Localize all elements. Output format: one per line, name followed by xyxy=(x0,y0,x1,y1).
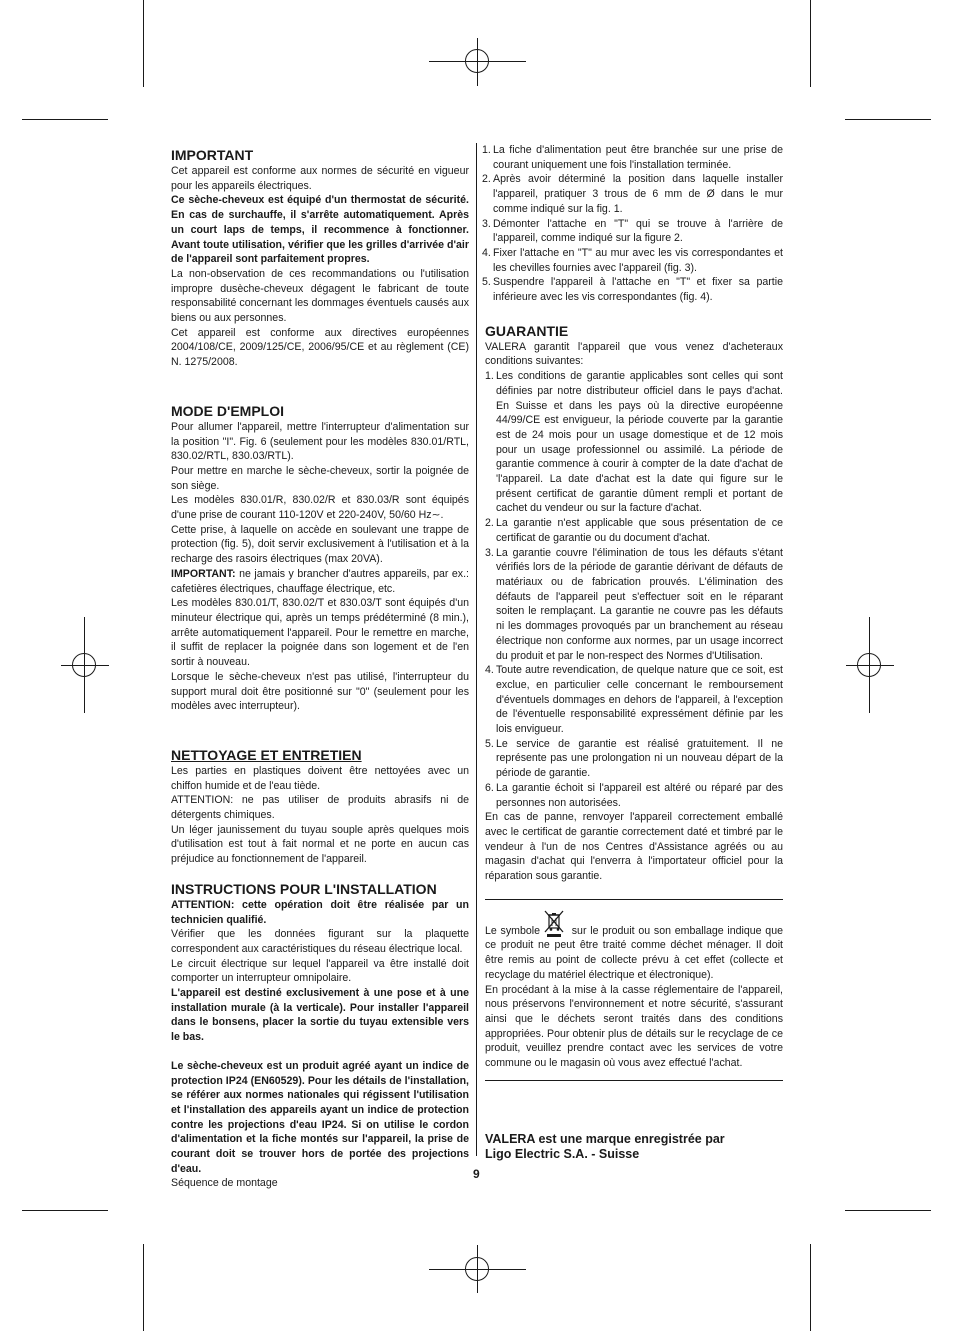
list-item: 6. La garantie échoit si l'appareil est altéré ou réparé par des personnes non autorisées. xyxy=(485,781,783,809)
list-item: 5. Suspendre l'appareil à l'attache en "T" et fixer sa partie inférieure avec les vis correspondantes (fig. 4). xyxy=(482,276,783,304)
mode-emploi-paragraph: Pour mettre en marche le sèche-cheveux, sortir la poignée de son siège. xyxy=(171,464,469,492)
mode-emploi-paragraph: Les modèles 830.01/T, 830.02/T et 830.03/T sont équipés d'un minuteur électrique qui, après un temps prédéterminé (8 min.), arrête automatiquement l'appareil. Pour le remettre en marche, il suffit de replacer la poignée dans son logement et de l'en sortir à nouveau. xyxy=(171,597,469,669)
list-item: 4. Fixer l'attache en "T" au mur avec les vis correspondantes et les chevilles fournies avec l'appareil (fig. 3). xyxy=(482,246,783,274)
garantie-list xyxy=(485,369,783,810)
brand-line: Ligo Electric S.A. - Suisse xyxy=(485,1147,640,1162)
important-paragraph: Ce sèche-cheveux est équipé d'un thermostat de sécurité. En cas de surchauffe, il s'arrête automatiquement. Après un court laps de temps, il recommence à fonctionner. Avant toute utilisation, vérifier que les grilles d'arrivée d'air de l'appareil sont parfaitement propres. xyxy=(171,194,469,266)
mode-emploi-paragraph: Lorsque le sèche-cheveux n'est pas utilisé, l'interrupteur du support mural doit être positionné sur "0" (seulement pour les modèles avec interrupteur). xyxy=(171,670,469,713)
important-text: ne jamais y brancher d'autres appareils, par ex.: cafetières électriques, chauffage électrique, etc. xyxy=(171,567,469,595)
installation-heading: INSTRUCTIONS POUR L'INSTALLATION xyxy=(171,880,437,897)
garantie-outro: En cas de panne, renvoyer l'appareil correctement emballé avec le certificat de garantie correctement daté et timbré par le vendeur à l'un de nos Centres d'Assistance agréés ou au magasin d'achat qui l'enverra à l'importateur officiel pour la réparation sous garantie. xyxy=(485,811,783,883)
list-item: 1. La fiche d'alimentation peut être branchée sur une prise de courant uniquement une fois l'installation terminée. xyxy=(482,144,783,171)
divider-line xyxy=(485,899,783,900)
installation-paragraph: ATTENTION: cette opération doit être réalisée par un technicien qualifié. xyxy=(171,898,469,926)
crop-mark xyxy=(810,1244,811,1331)
weee-text-before: Le symbole xyxy=(485,924,540,937)
list-item: 3. Démonter l'attache en "T" qui se trouve à l'arrière de l'appareil, comme indiqué sur la figure 2. xyxy=(482,217,783,245)
crossed-out-wheelie-bin-icon xyxy=(543,910,565,938)
mode-emploi-paragraph: Pour allumer l'appareil, mettre l'interrupteur d'alimentation sur la position "I". Fig. 6 (seulement pour les modèles 830.01/RTL, 830.02/RTL, 830.03/RTL). xyxy=(171,420,469,463)
list-item: 4. Toute autre revendication, de quelque nature que ce soit, est exclue, en particulier celle concernant le remboursement d'éventuels dommages en dehors de l'appareil, à l'exception de l'éventuelle responsabilité expressément définie par les lois envigueur. xyxy=(485,664,783,736)
installation-paragraph: Vérifier que les données figurant sur la plaquette correspondent aux caractéristiques du réseau électrique local. xyxy=(171,928,469,955)
brand-notice xyxy=(485,1132,783,1163)
crop-mark xyxy=(845,1210,931,1211)
nettoyage-heading: NETTOYAGE ET ENTRETIEN xyxy=(171,746,362,763)
important-paragraph: Cet appareil est conforme aux directives européennes 2004/108/CE, 2009/125/CE, 2006/95/CE et au règlement (CE) N. 1275/2008. xyxy=(171,326,469,369)
nettoyage-paragraph: Les parties en plastiques doivent être nettoyées avec un chiffon humide et de l'eau tiède. xyxy=(171,764,469,792)
mode-emploi-paragraph xyxy=(171,567,469,596)
weee-paragraph: En procédant à la mise à la casse réglementaire de l'appareil, nous préservons l'environnement et notre sécurité, s'assurant ainsi que le déchets seront traités dans des conditions appropriées. Pour obtenir plus de détails sur le recyclage de ce produit, veuillez prendre contact avec les services de votre commune ou le magasin où vous avez effectué l'achat. xyxy=(485,983,783,1070)
registration-mark xyxy=(72,653,96,677)
crop-mark xyxy=(143,1244,144,1331)
column-divider xyxy=(476,143,477,1156)
important-label: IMPORTANT: xyxy=(171,567,236,580)
mode-emploi-paragraph: Les modèles 830.01/R, 830.02/R et 830.03/R sont équipés d'une prise de courant 110-120V et 220-240V, 50/60 Hz∼. xyxy=(171,494,469,522)
crop-mark xyxy=(845,119,931,120)
installation-paragraph: Le circuit électrique sur lequel l'appareil va être installé doit comporter un interrupteur omnipolaire. xyxy=(171,957,469,985)
list-item: 2. La garantie n'est applicable que sous présentation de ce certificat de garantie ou du document d'achat. xyxy=(485,517,783,544)
installation-paragraph: L'appareil est destiné exclusivement à une pose et à une installation murale (à la verticale). Pour installer l'appareil dans le bonsens, placer la sortie du tuyau extensible vers le bas. xyxy=(171,987,469,1044)
mode-emploi-heading: MODE D'EMPLOI xyxy=(171,402,284,419)
garantie-intro: VALERA garantit l'appareil que vous venez d'acheteraux conditions suivantes: xyxy=(485,340,783,368)
right-column xyxy=(482,143,783,1163)
mode-emploi-paragraph: Cette prise, à laquelle on accède en soulevant une trappe de protection (fig. 5), doit servir exclusivement à l'utilisation et à la recharge des rasoirs électriques (max 20VA). xyxy=(171,523,469,566)
nettoyage-paragraph: Un léger jaunissement du tuyau souple après quelques mois d'utilisation est tout à fait normal et ne porte en aucun cas préjudice au fonctionnement de l'appareil. xyxy=(171,823,469,866)
important-paragraph: La non-observation de ces recommandations ou l'utilisation impropre dusèche-cheveux dégagent le fabricant de toute responsabilité concernant les dommages éventuels causés aux biens ou aux personnes. xyxy=(171,267,469,325)
list-item: 3. La garantie couvre l'élimination de tous les défauts s'étant vérifiés lors de la période de garantie dérivant de défauts de matériaux ou de fabrication prouvés. L'élimination des défauts de l'appareil peut s'effectuer soit en le réparant soiten le remplaçant. La garantie ne couvre pas les défauts ni les dommages provoqués par un branchement au réseau électrique non conforme aux normes, par un usage incorrect du produit et par le non-respect des Normes d'Utilisation. xyxy=(485,546,783,662)
list-item: 2. Après avoir déterminé la position dans laquelle installer l'appareil, pratiquer 3 trous de 6 mm de Ø dans le mur comme indiqué sur la fig. 1. xyxy=(482,173,783,215)
list-item: 1. Les conditions de garantie applicables sont celles qui sont définies par notre distributeur officiel dans le pays d'achat. En Suisse et dans les pays où la directive européenne 44/99/CE est envigueur, la période couverte par la garantie est de 24 mois pour un usage domestique et de 12 mois pour un usage professionnel ou assimilé. La période de garantie commence à courir à compter de la date d'achat de 'l'appareil. La date d'achat est la date qui figure sur le présent certificat de garantie dûment rempli et portant de cachet du vendeur ou sur la facture d'achat. xyxy=(485,370,783,515)
page-number: 9 xyxy=(473,1167,480,1181)
important-heading: IMPORTANT xyxy=(171,147,254,163)
installation-paragraph: Le sèche-cheveux est un produit agréé ayant un indice de protection IP24 (EN60529). Pour les détails de l'installation, se référer aux normes nationales qui régissent l'utilisation et l'installation des appareils ayant un indice de protection contre les projections d'eau IP24. Si on utilise le cordon d'alimentation et la fiche montés sur l'appareil, la prise de courant doit se trouver hors de portée des projections d'eau. xyxy=(171,1059,469,1175)
important-paragraph: Cet appareil est conforme aux normes de sécurité en vigueur pour les appareils électriques. xyxy=(171,165,469,192)
weee-text-after: sur le produit ou son emballage indique que ce produit ne peut être traité comme déchet ménager. Il doit être remis au point de collecte prévu à cet effet (collecte et recyclage du matériel électrique et électronique). xyxy=(485,924,783,981)
brand-line: VALERA est une marque enregistrée par xyxy=(485,1131,725,1146)
nettoyage-paragraph: ATTENTION: ne pas utiliser de produits abrasifs ni de détergents chimiques. xyxy=(171,794,469,822)
crop-mark xyxy=(22,1210,108,1211)
installation-paragraph: Séquence de montage xyxy=(171,1177,278,1190)
registration-mark xyxy=(465,1257,489,1281)
list-item: 5. Le service de garantie est réalisé gratuitement. Il ne représente pas une prolongation ni un nouveau départ de la période de garantie. xyxy=(485,737,783,780)
crop-mark xyxy=(143,0,144,87)
crop-mark xyxy=(22,119,108,120)
crop-mark xyxy=(810,0,811,87)
left-column xyxy=(171,143,469,1191)
registration-mark xyxy=(465,49,489,73)
montage-list xyxy=(482,143,783,305)
registration-mark xyxy=(857,653,881,677)
weee-paragraph xyxy=(485,910,783,983)
divider-line xyxy=(485,1080,783,1081)
garantie-heading: GUARANTIE xyxy=(485,322,569,339)
